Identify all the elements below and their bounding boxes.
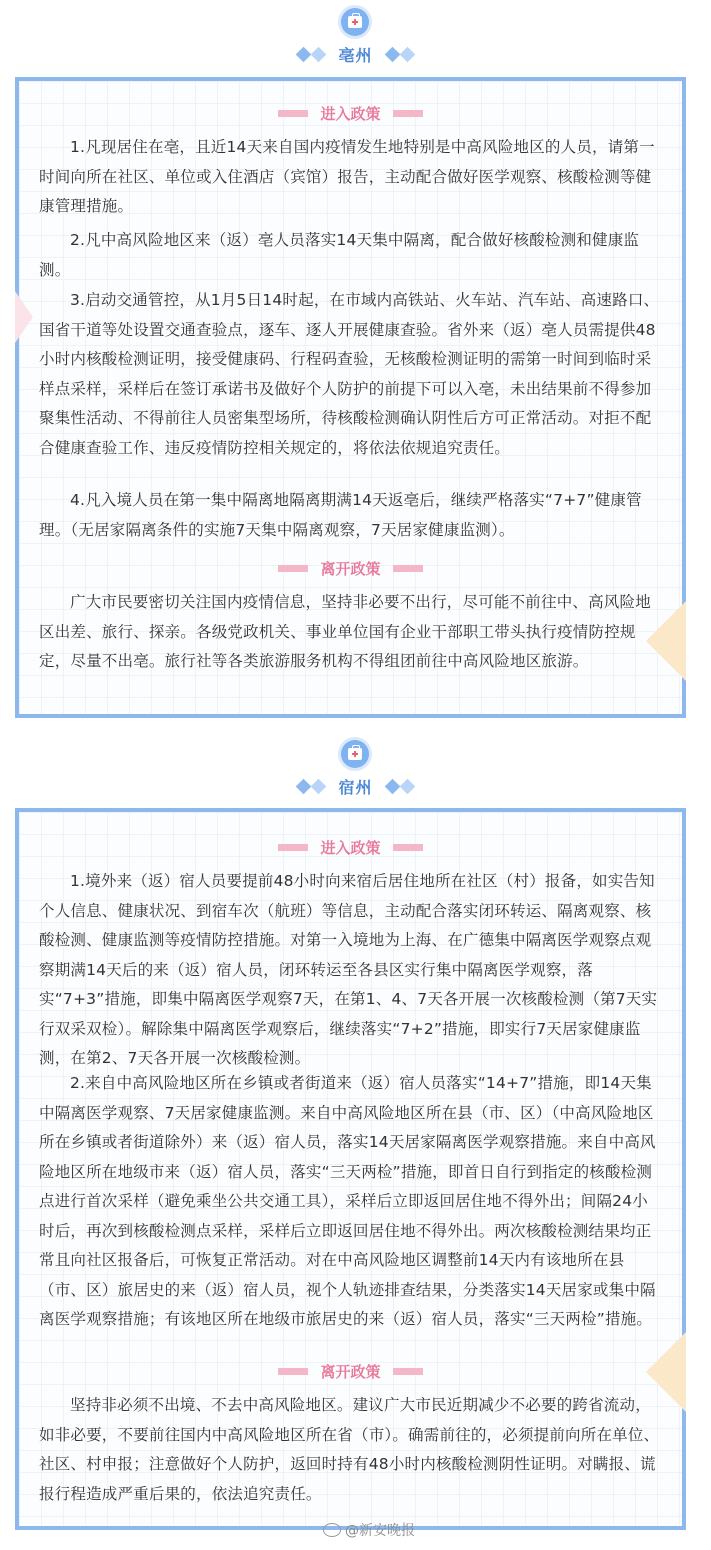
diamond-decoration-right [387, 49, 413, 60]
diamond-decoration-left [298, 781, 324, 792]
section-title-leave: 离开政策 [39, 1360, 662, 1382]
city-title-row [0, 774, 711, 798]
weibo-icon [323, 1523, 341, 1537]
city-name: 亳州 [338, 45, 373, 65]
section-title-entry: 进入政策 [39, 102, 662, 124]
policy-paragraph: 2.来自中高风险地区所在乡镇或者街道来（返）宿人员落实“14+7”措施，即14天集中隔离医学观察、7天居家健康监测。来自中高风险地区所在县（市、区）（中高风险地区所在乡镇或者街道除外）来（返）宿人员，落实14天居家隔离医学观察措施。来自中高风险地区所在地级市来（返）宿人员，落实“三天两检”措施，即首日自行到指定的核酸检测点进行首次采样（避免乘坐公共交通工具），采样后立即返回居住地不得外出；间隔24小时后，再次到核酸检测点采样，采样后立即返回居住地不得外出。两次核酸检测结果均正常且向社区报备后，可恢复正常活动。对在中高风险地区调整前14天内有该地所在县（市、区）旅居史的来（返）宿人员，视个人轨迹排查结果，分类落实14天居家或集中隔离医学观察措施；有该地区所在地级市旅居史的来（返）宿人员，落实“三天两检”措施。 [39, 1074, 656, 1328]
policy-paragraph: 4.凡入境人员在第一集中隔离地隔离期满14天返亳后，继续严格落实“7+7”健康管理。（无居家隔离条件的实施7天集中隔离观察，7天居家健康监测）。 [39, 491, 642, 539]
watermark [323, 1520, 415, 1540]
policy-paragraph: 2.凡中高风险地区来（返）亳人员落实14天集中隔离，配合做好核酸检测和健康监测。 [39, 231, 640, 279]
diamond-decoration-right [387, 781, 413, 792]
policy-card [15, 77, 686, 718]
city-name: 宿州 [338, 777, 373, 797]
section-title-leave: 离开政策 [39, 557, 662, 579]
section-title-entry: 进入政策 [39, 836, 662, 858]
corner-decoration [15, 291, 33, 343]
policy-paragraph: 广大市民要密切关注国内疫情信息，坚持非必要不出行，尽可能不前往中、高风险地区出差、旅行、探亲。各级党政机关、事业单位国有企业干部职工带头执行疫情防控规定，尽量不出亳。旅行社等各类旅游服务机构不得组团前往中高风险地区旅游。 [39, 593, 651, 670]
watermark-text: @新安晚报 [345, 1523, 415, 1539]
city-title-row [0, 42, 711, 66]
policy-paragraph: 1.凡现居住在亳，且近14天来自国内疫情发生地特别是中高风险地区的人员，请第一时间向所在社区、单位或入住酒店（宾馆）报告，主动配合做好医学观察、核酸检测等健康管理措施。 [39, 138, 655, 215]
diamond-decoration-left [298, 49, 324, 60]
medical-kit-icon [341, 8, 369, 36]
policy-paragraph: 1.境外来（返）宿人员要提前48小时向来宿后居住地所在社区（村）报备，如实告知个人信息、健康状况、到宿车次（航班）等信息，主动配合落实闭环转运、隔离观察、核酸检测、健康监测等疫情防控措施。对第一入境地为上海、在广德集中隔离医学观察点观察期满14天后的来（返）宿人员，闭环转运至各县区实行集中隔离医学观察，落实“7+3”措施，即集中隔离医学观察7天，在第1、4、7天各开展一次核酸检测（第7天实行双采双检）。解除集中隔离医学观察后，继续落实“7+2”措施，即实行7天居家健康监测，在第2、7天各开展一次核酸检测。 [39, 872, 658, 1067]
policy-card [15, 808, 686, 1530]
medical-kit-icon [341, 740, 369, 768]
policy-paragraph: 3.启动交通管控，从1月5日14时起，在市域内高铁站、火车站、汽车站、高速路口、国省干道等处设置交通查验点，逐车、逐人开展健康查验。省外来（返）亳人员需提供48小时内核酸检测证明，接受健康码、行程码查验，无核酸检测证明的需第一时间到临时采样点采样，采样后在签订承诺书及做好个人防护的前提下可以入亳，未出结果前不得参加聚集性活动、不得前往人员密集型场所，待核酸检测确认阴性后方可正常活动。对拒不配合健康查验工作、违反疫情防控相关规定的，将依法依规追究责任。 [39, 291, 660, 457]
policy-paragraph: 坚持非必须不出境、不去中高风险地区。建议广大市民近期减少不必要的跨省流动，如非必要，不要前往国内中高风险地区所在省（市）。确需前往的，必须提前向所在单位、社区、村申报；注意做好个人防护，返回时持有48小时内核酸检测阴性证明。对瞒报、谎报行程造成严重后果的，依法追究责任。 [39, 1396, 660, 1503]
